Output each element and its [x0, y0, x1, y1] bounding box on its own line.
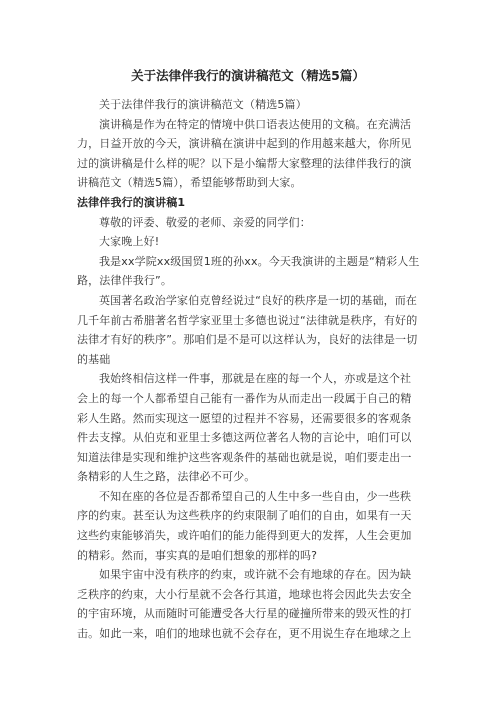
document-body [77, 95, 421, 644]
greeting-line: 尊敬的评委、敬爱的老师、亲爱的同学们： [99, 215, 311, 229]
body-paragraph: 我始终相信这样一件事，那就是在座的每一个人，亦或是这个社会上的每一个人都希望自己能有一番作为从而走出一段属于自己的精彩人生路。然而实现这一愿望的过程并不容易，还需要很多的客观条件去支撑。从伯克和亚里士多德这两位著名人物的言论中，咱们可以知道法律是实现和维护这些客观条件的基础也就是说，咱们要走出一条精彩的人生之路，法律必不可少。 [77, 372, 412, 484]
body-paragraph: 英国著名政治学家伯克曾经说过“良好的秩序是一切的基础，而在几千年前古希腊著名哲学家亚里士多德也说过“法律就是秩序，有好的法律才有好的秩序”。那咱们是不是可以这样认为，良好的法律是一切的基础 [77, 293, 418, 366]
intro-title-line: 关于法律伴我行的演讲稿范文（精选5篇） [99, 98, 307, 111]
intro-paragraph: 演讲稿是作为在特定的情境中供口语表达使用的文稿。在充满活力，日益开放的今天，演讲稿在演讲中起到的作用越来越大，你所见过的演讲稿是什么样的呢？以下是小编帮大家整理的法律伴我行的演讲稿范文（精选5篇），希望能够帮助到大家。 [77, 117, 412, 190]
salutation-line: 大家晚上好! [99, 235, 160, 249]
document-title: 关于法律伴我行的演讲稿范文（精选5篇） [131, 68, 365, 83]
section-heading: 法律伴我行的演讲稿1 [77, 195, 186, 209]
body-paragraph: 不知在座的各位是否都希望自己的人生中多一些自由，少一些秩序的约束。甚至认为这些秩序的约束限制了咱们的自由，如果有一天这些约束能够消失，或许咱们的能力能得到更大的发挥，人生会更加的精彩。然而，事实真的是咱们想象的那样的吗? [77, 489, 412, 562]
body-paragraph: 如果宇宙中没有秩序的约束，或许就不会有地球的存在。因为缺乏秩序的约束，大小行星就不会各行其道，地球也将会因此失去安全的宇宙环境，从而随时可能遭受各大行星的碰撞所带来的毁灭性的打击。如此一来，咱们的地球也就不会存在，更不用说生存在地球之上 [77, 568, 412, 641]
body-paragraph: 我是xx学院xx级国贸1班的孙xx。今天我演讲的主题是“精彩人生路，法律伴我行”。 [77, 254, 420, 288]
